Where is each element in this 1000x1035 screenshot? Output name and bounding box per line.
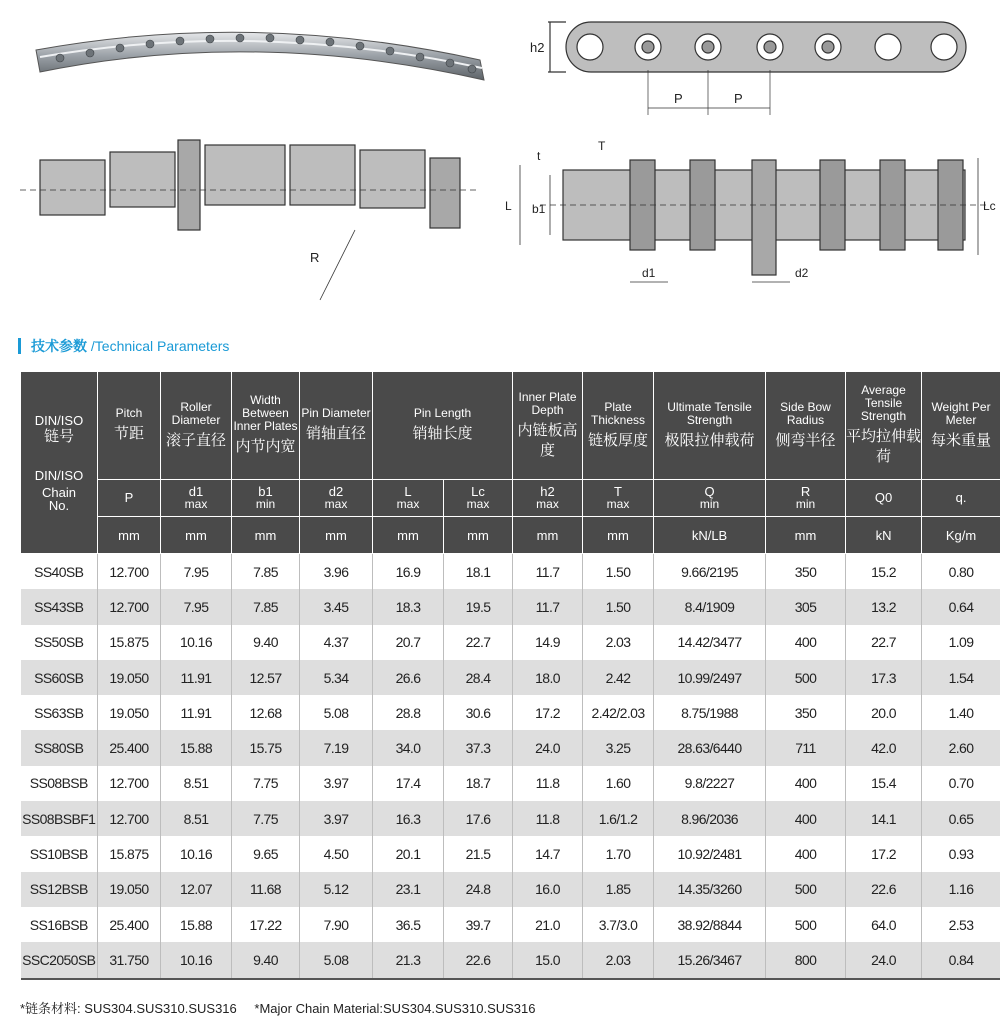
header-average-tensile: Average Tensile Strength 平均拉伸载荷 [846, 372, 922, 480]
table-cell: 21.3 [373, 942, 444, 978]
chain-no-cell: SS40SB [21, 554, 98, 590]
table-cell: 16.9 [373, 554, 444, 590]
table-cell: 31.750 [98, 942, 161, 978]
chain-no-cell: SS12BSB [21, 872, 98, 907]
table-cell: 12.700 [98, 554, 161, 590]
table-cell: 28.8 [373, 695, 444, 730]
label-T: T [598, 139, 606, 153]
label-p2: P [734, 91, 743, 106]
table-row [21, 942, 1000, 978]
table-cell: 2.60 [922, 730, 1000, 765]
header-symbol: h2 max [513, 480, 583, 517]
table-cell: 10.16 [161, 942, 232, 978]
table-cell: 400 [766, 625, 846, 660]
title-accent-bar [18, 338, 21, 354]
table-row [21, 872, 1000, 907]
table-cell: 7.90 [300, 907, 373, 942]
label-r: R [310, 250, 320, 265]
table-cell: 17.2 [846, 836, 922, 871]
header-symbol: R min [766, 480, 846, 517]
table-cell: 2.42/2.03 [583, 695, 654, 730]
table-cell: 8.51 [161, 801, 232, 836]
label-d2: d2 [795, 266, 809, 280]
header-pitch: Pitch 节距 [98, 372, 161, 480]
table-cell: 12.700 [98, 766, 161, 801]
chain-no-cell: SS08BSBF1 [21, 801, 98, 836]
table-cell: 5.34 [300, 660, 373, 695]
table-cell: 1.60 [583, 766, 654, 801]
table-cell: 4.50 [300, 836, 373, 871]
table-cell: 1.16 [922, 872, 1000, 907]
table-cell: 18.0 [513, 660, 583, 695]
table-cell: 0.93 [922, 836, 1000, 871]
table-row [21, 730, 1000, 765]
table-row [21, 801, 1000, 836]
table-cell: 711 [766, 730, 846, 765]
table-cell: 12.07 [161, 872, 232, 907]
table-cell: 0.64 [922, 589, 1000, 624]
table-cell: 14.35/3260 [654, 872, 766, 907]
chain-no-cell: SS80SB [21, 730, 98, 765]
header-weight-per-meter: Weight Per Meter 每米重量 [922, 372, 1000, 480]
table-cell: 9.66/2195 [654, 554, 766, 590]
table-cell: 15.2 [846, 554, 922, 590]
header-unit: mm [513, 517, 583, 554]
header-symbol: Q0 [846, 480, 922, 517]
table-cell: 10.92/2481 [654, 836, 766, 871]
table-cell: 1.40 [922, 695, 1000, 730]
table-cell: 21.5 [444, 836, 513, 871]
table-row [21, 625, 1000, 660]
table-cell: 7.85 [232, 554, 300, 590]
table-cell: 20.7 [373, 625, 444, 660]
table-cell: 2.03 [583, 625, 654, 660]
table-cell: 350 [766, 695, 846, 730]
table-cell: 11.7 [513, 554, 583, 590]
table-cell: 2.53 [922, 907, 1000, 942]
table-cell: 18.7 [444, 766, 513, 801]
chain-side-view [548, 22, 966, 115]
header-unit: mm [300, 517, 373, 554]
table-cell: 3.7/3.0 [583, 907, 654, 942]
table-row [21, 695, 1000, 730]
table-cell: 3.45 [300, 589, 373, 624]
table-cell: 42.0 [846, 730, 922, 765]
table-cell: 12.700 [98, 801, 161, 836]
table-cell: 400 [766, 766, 846, 801]
table-row [21, 836, 1000, 871]
chain-no-cell: SS63SB [21, 695, 98, 730]
header-symbol: q. [922, 480, 1000, 517]
table-cell: 24.0 [513, 730, 583, 765]
table-row [21, 554, 1000, 590]
header-inner-width: Width Between Inner Plates 内节内宽 [232, 372, 300, 480]
table-cell: 9.40 [232, 942, 300, 978]
table-cell: 22.6 [846, 872, 922, 907]
table-cell: 37.3 [444, 730, 513, 765]
table-cell: 22.7 [444, 625, 513, 660]
table-cell: 14.42/3477 [654, 625, 766, 660]
table-cell: 12.700 [98, 589, 161, 624]
header-symbol-row [21, 480, 1000, 517]
header-symbol: d2 max [300, 480, 373, 517]
table-cell: 3.96 [300, 554, 373, 590]
chain-top-view [520, 158, 990, 282]
table-cell: 15.88 [161, 907, 232, 942]
table-cell: 17.2 [513, 695, 583, 730]
table-cell: 64.0 [846, 907, 922, 942]
table-cell: 0.65 [922, 801, 1000, 836]
table-cell: 17.22 [232, 907, 300, 942]
table-cell: 17.6 [444, 801, 513, 836]
label-h2: h2 [530, 40, 545, 55]
table-cell: 17.3 [846, 660, 922, 695]
table-cell: 11.8 [513, 801, 583, 836]
header-unit: mm [161, 517, 232, 554]
label-t: t [537, 149, 541, 163]
label-d1: d1 [642, 266, 656, 280]
table-cell: 10.99/2497 [654, 660, 766, 695]
table-cell: 1.6/1.2 [583, 801, 654, 836]
table-cell: 15.0 [513, 942, 583, 978]
table-cell: 18.1 [444, 554, 513, 590]
table-cell: 1.70 [583, 836, 654, 871]
table-cell: 38.92/8844 [654, 907, 766, 942]
table-cell: 400 [766, 836, 846, 871]
section-title [18, 336, 229, 356]
header-unit: mm [766, 517, 846, 554]
table-cell: 16.3 [373, 801, 444, 836]
table-cell: 22.7 [846, 625, 922, 660]
chain-no-cell: SS50SB [21, 625, 98, 660]
table-cell: 7.75 [232, 801, 300, 836]
label-lc: Lc [983, 199, 996, 213]
table-cell: 1.85 [583, 872, 654, 907]
table-cell: 17.4 [373, 766, 444, 801]
table-cell: 8.4/1909 [654, 589, 766, 624]
header-symbol: T max [583, 480, 654, 517]
table-cell: 500 [766, 872, 846, 907]
material-footnote [20, 998, 550, 1017]
table-cell: 12.68 [232, 695, 300, 730]
table-cell: 20.0 [846, 695, 922, 730]
chain-photo [36, 32, 484, 80]
label-L: L [505, 199, 512, 213]
table-cell: 19.5 [444, 589, 513, 624]
table-cell: 15.26/3467 [654, 942, 766, 978]
table-cell: 8.51 [161, 766, 232, 801]
header-inner-plate-depth: Inner Plate Depth 内链板高度 [513, 372, 583, 480]
table-cell: 24.8 [444, 872, 513, 907]
header-unit: mm [444, 517, 513, 554]
table-cell: 11.91 [161, 695, 232, 730]
header-unit: mm [373, 517, 444, 554]
table-cell: 39.7 [444, 907, 513, 942]
table-cell: 15.75 [232, 730, 300, 765]
table-cell: 7.85 [232, 589, 300, 624]
table-cell: 5.08 [300, 942, 373, 978]
table-cell: 28.63/6440 [654, 730, 766, 765]
label-p1: P [674, 91, 683, 106]
chain-no-cell: SSC2050SB [21, 942, 98, 978]
table-cell: 15.875 [98, 836, 161, 871]
table-cell: 500 [766, 660, 846, 695]
table-cell: 0.84 [922, 942, 1000, 978]
header-unit: Kg/m [922, 517, 1000, 554]
table-cell: 5.12 [300, 872, 373, 907]
table-cell: 7.95 [161, 589, 232, 624]
chain-no-cell: SS08BSB [21, 766, 98, 801]
chain-no-cell: SS16BSB [21, 907, 98, 942]
table-cell: 26.6 [373, 660, 444, 695]
header-unit: kN [846, 517, 922, 554]
header-chain-no: DIN/ISO 链号 DIN/ISO Chain No. [21, 372, 98, 554]
table-cell: 3.97 [300, 766, 373, 801]
table-cell: 19.050 [98, 660, 161, 695]
table-cell: 15.4 [846, 766, 922, 801]
table-cell: 0.80 [922, 554, 1000, 590]
table-cell: 500 [766, 907, 846, 942]
table-cell: 34.0 [373, 730, 444, 765]
table-cell: 7.95 [161, 554, 232, 590]
table-cell: 0.70 [922, 766, 1000, 801]
footnote-en: *Major Chain Material:SUS304.SUS310.SUS316 [254, 1001, 536, 1016]
table-cell: 9.65 [232, 836, 300, 871]
table-cell: 15.875 [98, 625, 161, 660]
chain-no-cell: SS43SB [21, 589, 98, 624]
table-cell: 800 [766, 942, 846, 978]
table-cell: 11.8 [513, 766, 583, 801]
table-cell: 9.8/2227 [654, 766, 766, 801]
table-cell: 1.54 [922, 660, 1000, 695]
header-symbol: L max [373, 480, 444, 517]
technical-drawings [0, 0, 1000, 320]
table-cell: 24.0 [846, 942, 922, 978]
table-cell: 400 [766, 801, 846, 836]
table-cell: 30.6 [444, 695, 513, 730]
header-unit: kN/LB [654, 517, 766, 554]
table-cell: 350 [766, 554, 846, 590]
header-symbol: Q min [654, 480, 766, 517]
table-cell: 3.25 [583, 730, 654, 765]
table-cell: 36.5 [373, 907, 444, 942]
table-cell: 19.050 [98, 872, 161, 907]
header-symbol: b1 min [232, 480, 300, 517]
technical-parameters-table [20, 371, 1000, 980]
table-cell: 3.97 [300, 801, 373, 836]
label-b1: b1 [532, 202, 546, 216]
table-cell: 5.08 [300, 695, 373, 730]
header-roller-diameter: Roller Diameter 滚子直径 [161, 372, 232, 480]
header-unit-row [21, 517, 1000, 554]
header-symbol: P [98, 480, 161, 517]
header-side-bow-radius: Side Bow Radius 侧弯半径 [766, 372, 846, 480]
table-body [21, 554, 1000, 979]
table-cell: 22.6 [444, 942, 513, 978]
table-cell: 16.0 [513, 872, 583, 907]
table-cell: 11.68 [232, 872, 300, 907]
table-cell: 2.42 [583, 660, 654, 695]
table-cell: 305 [766, 589, 846, 624]
table-cell: 1.09 [922, 625, 1000, 660]
table-row [21, 589, 1000, 624]
table-row [21, 907, 1000, 942]
table-cell: 2.03 [583, 942, 654, 978]
header-symbol: Lc max [444, 480, 513, 517]
header-pin-diameter: Pin Diameter 销轴直径 [300, 372, 373, 480]
table-cell: 15.88 [161, 730, 232, 765]
footnote-cn: *链条材料: SUS304.SUS310.SUS316 [20, 1001, 237, 1016]
table-cell: 8.96/2036 [654, 801, 766, 836]
table-cell: 23.1 [373, 872, 444, 907]
table-cell: 25.400 [98, 907, 161, 942]
table-cell: 28.4 [444, 660, 513, 695]
table-cell: 20.1 [373, 836, 444, 871]
table-cell: 12.57 [232, 660, 300, 695]
table-row [21, 766, 1000, 801]
header-plate-thickness: Plate Thickness 链板厚度 [583, 372, 654, 480]
table-cell: 4.37 [300, 625, 373, 660]
table-cell: 25.400 [98, 730, 161, 765]
table-cell: 10.16 [161, 625, 232, 660]
header-unit: mm [583, 517, 654, 554]
table-cell: 14.1 [846, 801, 922, 836]
chain-no-cell: SS60SB [21, 660, 98, 695]
table-cell: 14.7 [513, 836, 583, 871]
table-cell: 14.9 [513, 625, 583, 660]
table-cell: 11.91 [161, 660, 232, 695]
table-row [21, 660, 1000, 695]
header-unit: mm [98, 517, 161, 554]
chain-curved-top-view [20, 140, 480, 300]
table-cell: 13.2 [846, 589, 922, 624]
table-cell: 11.7 [513, 589, 583, 624]
header-unit: mm [232, 517, 300, 554]
table-cell: 10.16 [161, 836, 232, 871]
table-cell: 8.75/1988 [654, 695, 766, 730]
header-pin-length: Pin Length 销轴长度 [373, 372, 513, 480]
section-title-text: 技术参数 /Technical Parameters [31, 338, 230, 354]
table-cell: 19.050 [98, 695, 161, 730]
chain-no-cell: SS10BSB [21, 836, 98, 871]
table-cell: 7.19 [300, 730, 373, 765]
table-cell: 1.50 [583, 589, 654, 624]
table-cell: 9.40 [232, 625, 300, 660]
table-cell: 18.3 [373, 589, 444, 624]
table-cell: 1.50 [583, 554, 654, 590]
table-cell: 7.75 [232, 766, 300, 801]
header-ultimate-tensile: Ultimate Tensile Strength 极限拉伸载荷 [654, 372, 766, 480]
header-symbol: d1 max [161, 480, 232, 517]
table-cell: 21.0 [513, 907, 583, 942]
